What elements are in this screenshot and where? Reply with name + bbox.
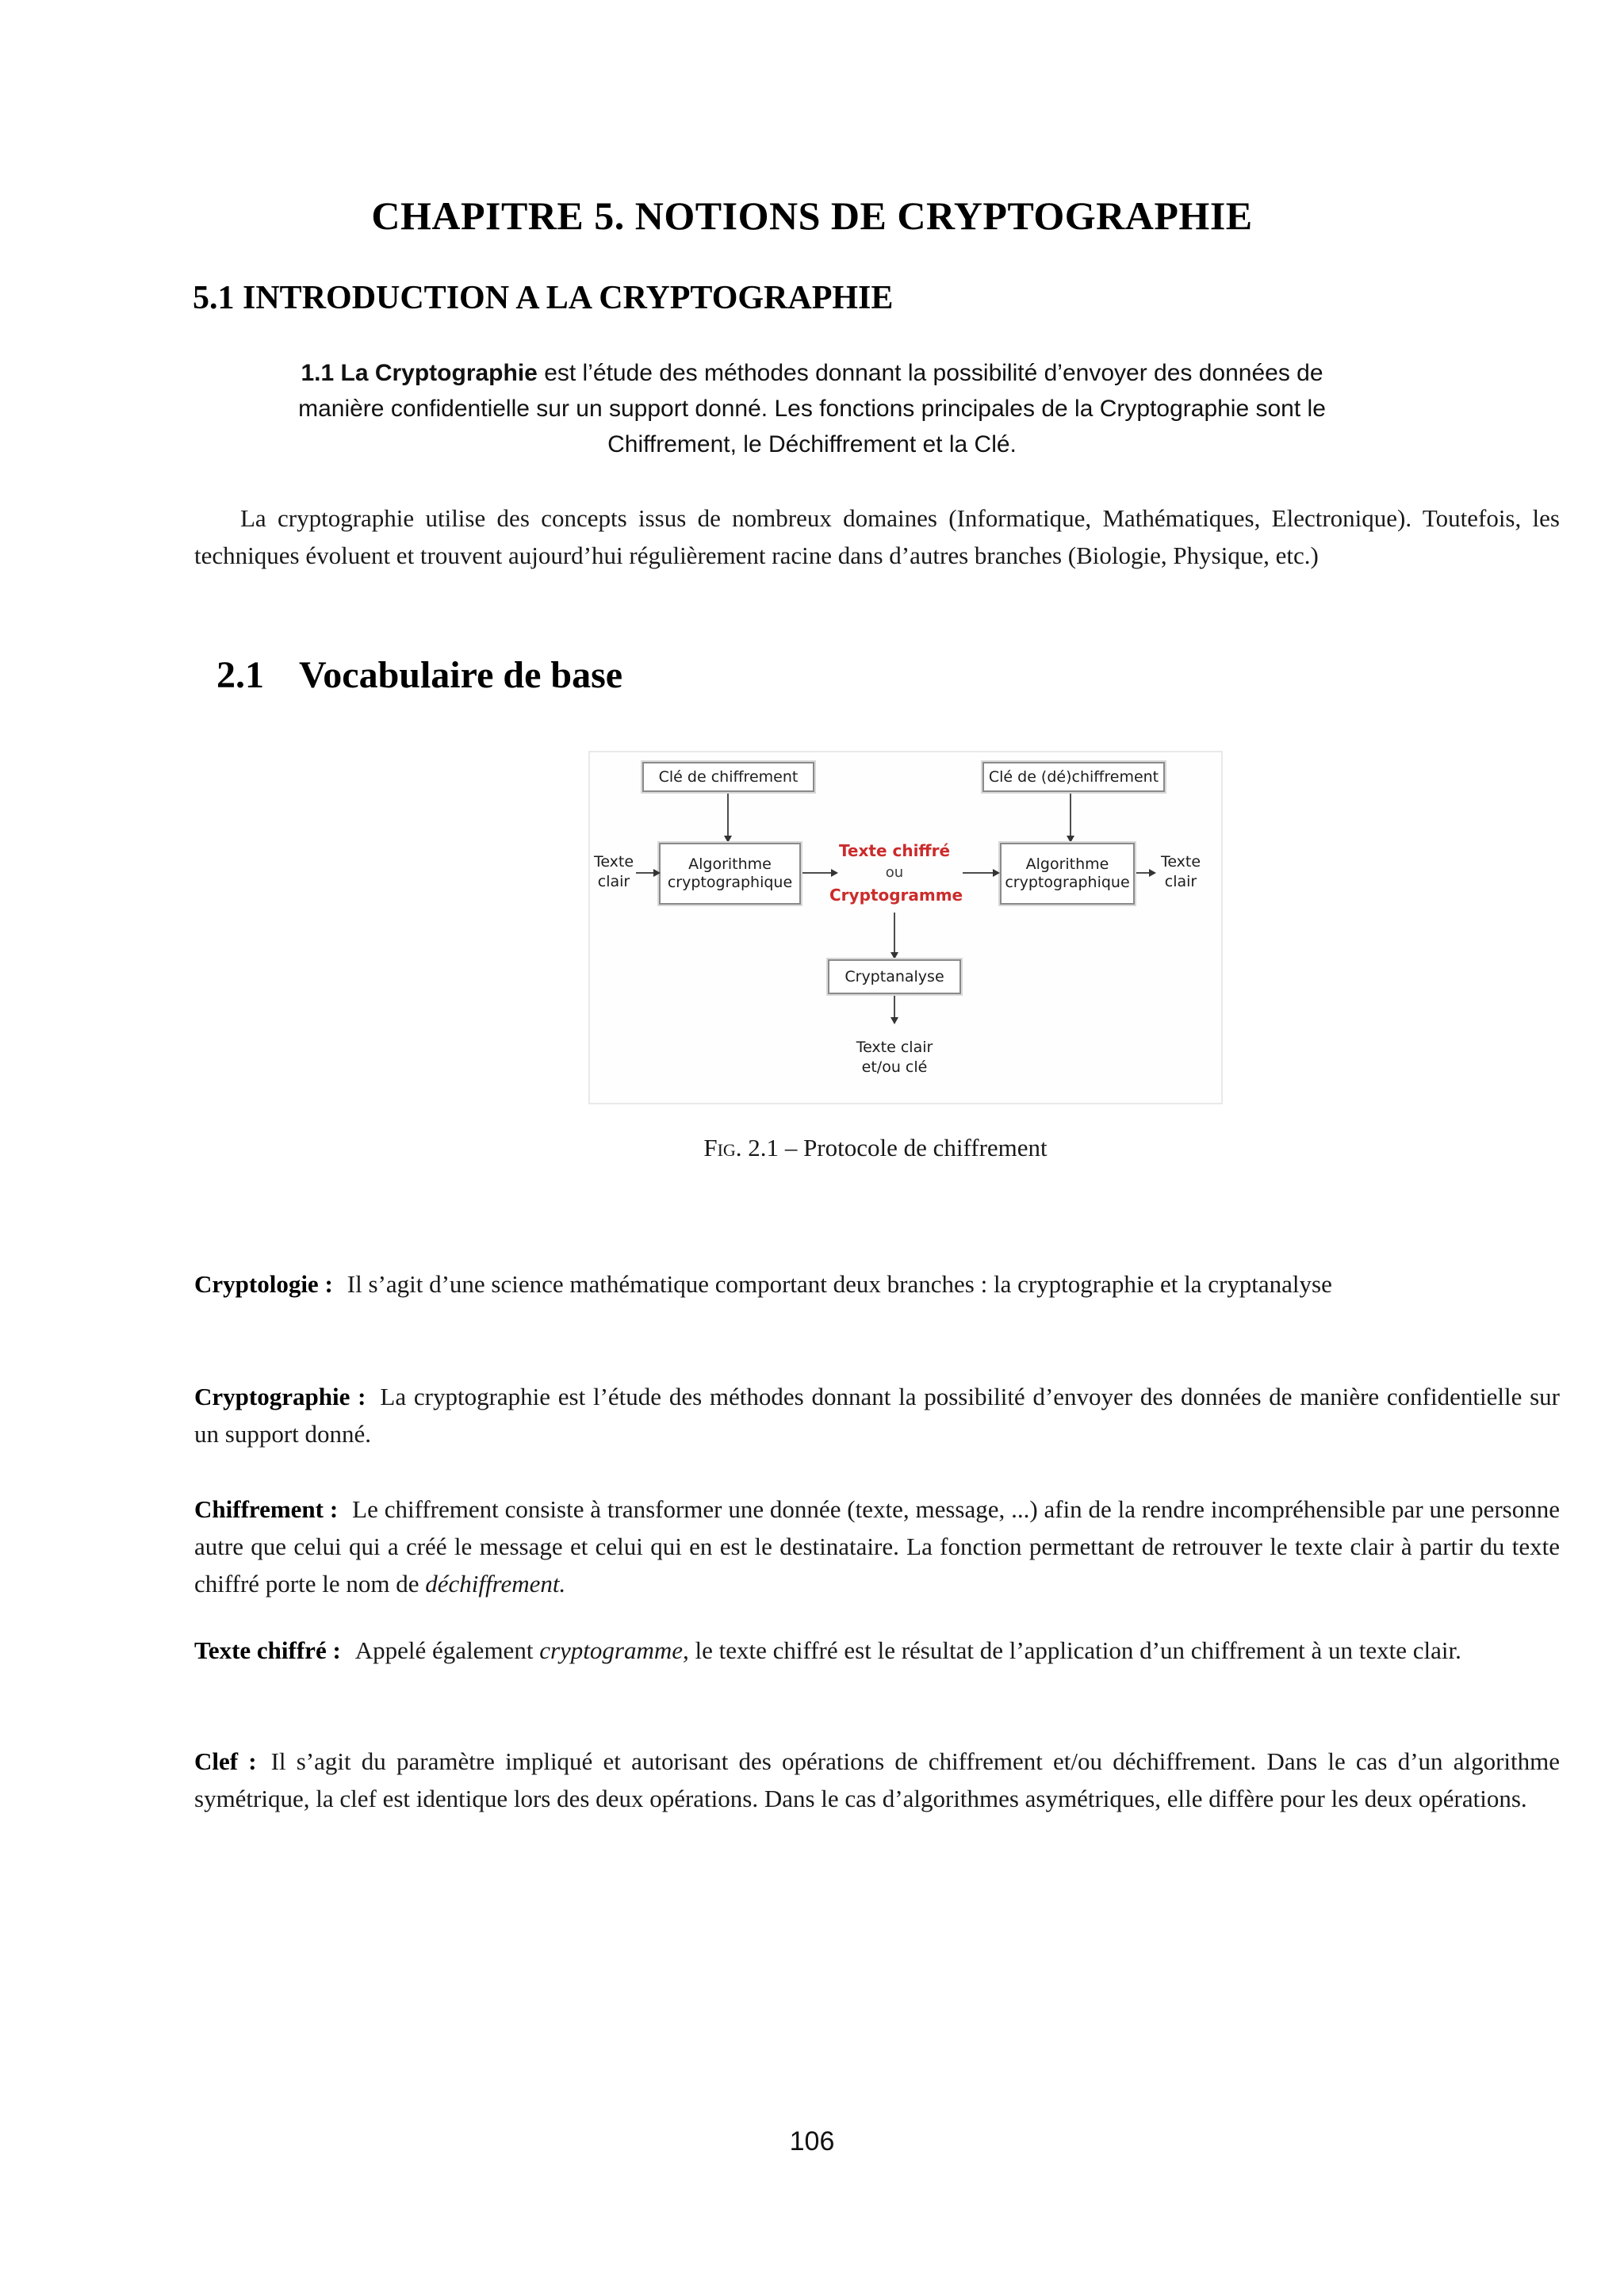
encryption-key-box: Clé de chiffrement [642, 762, 814, 792]
subsection-heading [216, 653, 622, 697]
definition-term: Clef : [194, 1747, 257, 1775]
arrow-right-icon [993, 869, 1000, 877]
intro-line-1 [0, 355, 1624, 391]
definition-body: Il s’agit d’une science mathématique comportant deux branches : la cryptographie et la cryptanalyse [347, 1270, 1332, 1298]
cryptanalysis-box: Cryptanalyse [828, 959, 961, 994]
definition-term: Texte chiffré : [194, 1636, 341, 1664]
encryption-algorithm-box: Algorithme cryptographique [659, 843, 801, 905]
intro-line-3: Chiffrement, le Déchiffrement et la Clé. [607, 431, 1017, 457]
definition-texte-chiffre [194, 1632, 1560, 1669]
ciphertext-label [829, 840, 963, 906]
definition-chiffrement [194, 1490, 1560, 1602]
arrow-right-icon [831, 869, 838, 877]
definition-body: Le chiffrement consiste à transformer une donnée (texte, message, ...) afin de la rendre incompréhensible par une personne autre que celui qui a créé le message et celui qui en est le destinataire. La fonction permettant de retrouver le texte clair à partir du texte chiffré porte le nom de [194, 1495, 1560, 1598]
cryptanalysis-result-label [844, 1038, 945, 1077]
definition-term: Cryptographie : [194, 1383, 366, 1410]
intro-paragraph [0, 355, 1624, 462]
figure-caption [127, 1134, 1624, 1162]
definition-cryptologie [194, 1265, 1560, 1303]
definition-body: La cryptographie est l’étude des méthodes donnant la possibilité d’envoyer des données de manière confidentielle sur un support donné. [194, 1383, 1560, 1448]
arrow-right-icon [653, 869, 661, 877]
intro-line-1-rest: est l’étude des méthodes donnant la possibilité d’envoyer des données de [537, 360, 1323, 386]
connector-line [1070, 794, 1071, 840]
arrow-down-icon [1067, 836, 1074, 843]
decryption-algorithm-box: Algorithme cryptographique [1000, 843, 1135, 905]
subsection-number: 2.1 [216, 654, 264, 696]
encryption-protocol-diagram [588, 751, 1223, 1104]
arrow-down-icon [724, 836, 732, 843]
definition-body: Appelé également [354, 1636, 540, 1664]
subsection-title: Vocabulaire de base [299, 654, 623, 696]
intro-lead: 1.1 La Cryptographie [301, 360, 538, 386]
definition-body-post: le texte chiffré est le résultat de l’application d’un chiffrement à un texte clair. [688, 1636, 1461, 1664]
figure-caption-label: Fig. 2.1 [703, 1134, 779, 1161]
plaintext-right-label: Texte clair [1160, 853, 1201, 890]
decryption-key-box: Clé de (dé)chiffrement [982, 762, 1165, 792]
ciphertext-or: ou [885, 864, 904, 881]
lead-paragraph: La cryptographie utilise des concepts issus de nombreux domaines (Informatique, Mathématiques, Electronique). Toutefois, les techniques évoluent et trouvent aujourd’hui régulièrement racine dans d’autres branches (Biologie, Physique, etc.) [194, 504, 1560, 569]
connector-line [963, 872, 994, 874]
connector-line [894, 913, 895, 953]
page-number: 106 [789, 2126, 835, 2156]
definition-cryptographie [194, 1378, 1560, 1452]
arrow-down-icon [891, 1017, 898, 1024]
connector-line [727, 794, 729, 840]
result-line-1: Texte clair [856, 1039, 933, 1056]
ciphertext-title: Texte chiffré [838, 841, 951, 860]
connector-line [636, 872, 655, 874]
intro-line-2: manière confidentielle sur un support donné. Les fonctions principales de la Cryptographie sont le [298, 396, 1326, 422]
result-line-2: et/ou clé [861, 1058, 928, 1076]
ciphertext-alt: Cryptogramme [829, 886, 963, 905]
arrow-right-icon [1149, 869, 1156, 877]
figure-caption-text: – Protocole de chiffrement [784, 1134, 1048, 1161]
definition-body-italic: déchiffrement. [425, 1570, 566, 1598]
connector-line [894, 996, 895, 1018]
definition-clef [194, 1743, 1560, 1817]
section-title: 5.1 INTRODUCTION A LA CRYPTOGRAPHIE [193, 280, 894, 316]
plaintext-left-label: Texte clair [593, 853, 634, 890]
definition-term: Chiffrement : [194, 1495, 339, 1523]
chapter-title: CHAPITRE 5. NOTIONS DE CRYPTOGRAPHIE [371, 193, 1253, 238]
connector-line [802, 872, 833, 874]
definition-term: Cryptologie : [194, 1270, 333, 1298]
definition-body: Il s’agit du paramètre impliqué et autorisant des opérations de chiffrement et/ou déchiffrement. Dans le cas d’un algorithme symétrique, la clef est identique lors des deux opérations. Dans le cas d’algorithmes asymétriques, elle diffère pour les deux opérations. [194, 1747, 1560, 1812]
definition-body-italic: cryptogramme, [539, 1636, 689, 1664]
arrow-down-icon [891, 952, 898, 959]
